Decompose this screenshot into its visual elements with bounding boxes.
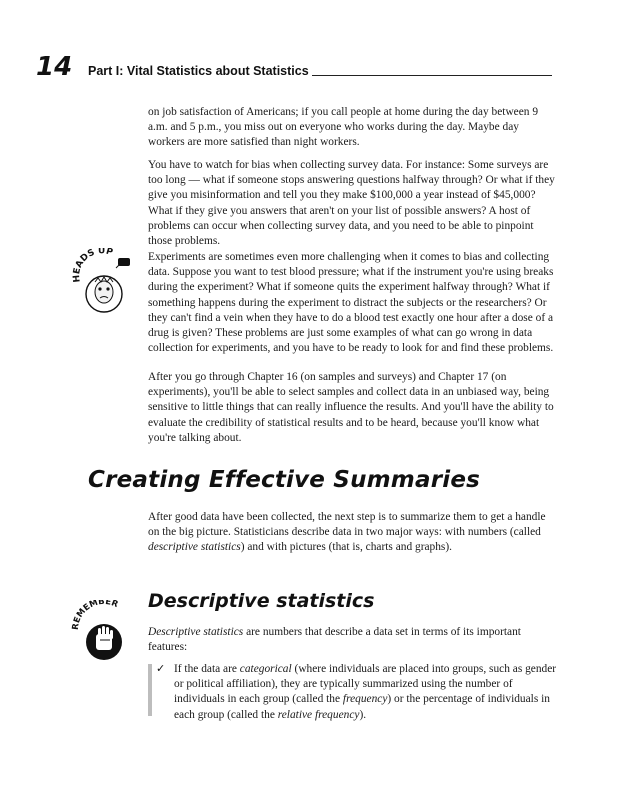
- paragraph-survey-bias: You have to watch for bias when collecting survey data. For instance: Some surveys are too long — what if someone stops answering questions halfway through? Or what if they give you misinformation and tell you they make $100,000 a year instead of $45,000? What if they give you answers that aren't on your list of possible answers? A host of problems can occur when collecting survey data, and you need to be able to pinpoint those problems.: [148, 159, 555, 248]
- bullet-emphasis-3: relative frequency: [277, 708, 360, 721]
- intro-emphasis: descriptive statistics: [148, 541, 241, 554]
- heads-up-label: HEADS UP: [71, 248, 114, 283]
- bullet-categorical: [174, 662, 558, 723]
- bullet-text-3: ) or the percentage of individuals in each group (called the: [174, 693, 550, 721]
- checkmark-icon: ✓: [156, 662, 166, 675]
- paragraph-job-satisfaction: on job satisfaction of Americans; if you call people at home during the day between 9 a.m. and 5 p.m., you miss out on everyone who works during the day. Maybe day workers are more satisfied than night workers.: [148, 106, 539, 149]
- paragraph-experiments-bias: Experiments are sometimes even more challenging when it comes to bias and collecting data. Suppose you want to test blood pressure; what if the instrument you're using breaks during the experiment? What if someone quits the experiment halfway through? What if something happens during the experiment to distract the subjects or the researchers? Or they can't find a vein when they have to do a blood test exactly one hour after a dose of a drug is given? These problems are just some examples of what can go wrong in data collection for experiments, and you have to be ready to look for and find these problems.: [148, 251, 554, 355]
- bullet-text-4: ).: [359, 708, 367, 721]
- remember-label: REMEMBER: [70, 600, 120, 631]
- intro-text-a: After good data have been collected, the next step is to summarize them to get a handle on the big picture. Statisticians describe data in two major ways: with numbers (called: [148, 511, 546, 539]
- definition-text: are numbers that describe a data set in terms of its important features:: [148, 626, 521, 654]
- definition-term: Descriptive statistics: [148, 626, 244, 638]
- section-title: Creating Effective Summaries: [88, 467, 481, 493]
- bullet-emphasis-2: frequency: [342, 693, 388, 706]
- heads-up-icon: [70, 248, 136, 318]
- bullet-text-2: (where individuals are placed into groups, such as gender or political affiliation), they are typically summarized using the number of individuals in each group (called the: [174, 663, 557, 706]
- bullet-text-1: If the data are: [174, 663, 240, 675]
- page-number: 14: [36, 52, 73, 82]
- page-header: [0, 52, 636, 92]
- svg-text:REMEMBER: [71, 600, 120, 630]
- header-rule: [312, 75, 552, 76]
- bullet-list-bar: [148, 664, 152, 716]
- paragraph-summaries-intro: [148, 510, 558, 556]
- paragraph-chapters: After you go through Chapter 16 (on samples and surveys) and Chapter 17 (on experiments), you'll be able to select samples and collect data in an unbiased way, being sensitive to little things that can really influence the results. And you'll have the ability to evaluate the credibility of statistical results and to be heard, because you'll know what you're talking about.: [148, 371, 554, 444]
- remember-icon: [70, 600, 136, 666]
- intro-text-b: ) and with pictures (that is, charts and graphs).: [240, 541, 453, 554]
- paragraph-descriptive-def: [148, 625, 558, 655]
- bullet-emphasis-1: categorical: [239, 663, 292, 675]
- subsection-title: Descriptive statistics: [148, 590, 375, 612]
- running-head: Part I: Vital Statistics about Statistics: [88, 64, 309, 78]
